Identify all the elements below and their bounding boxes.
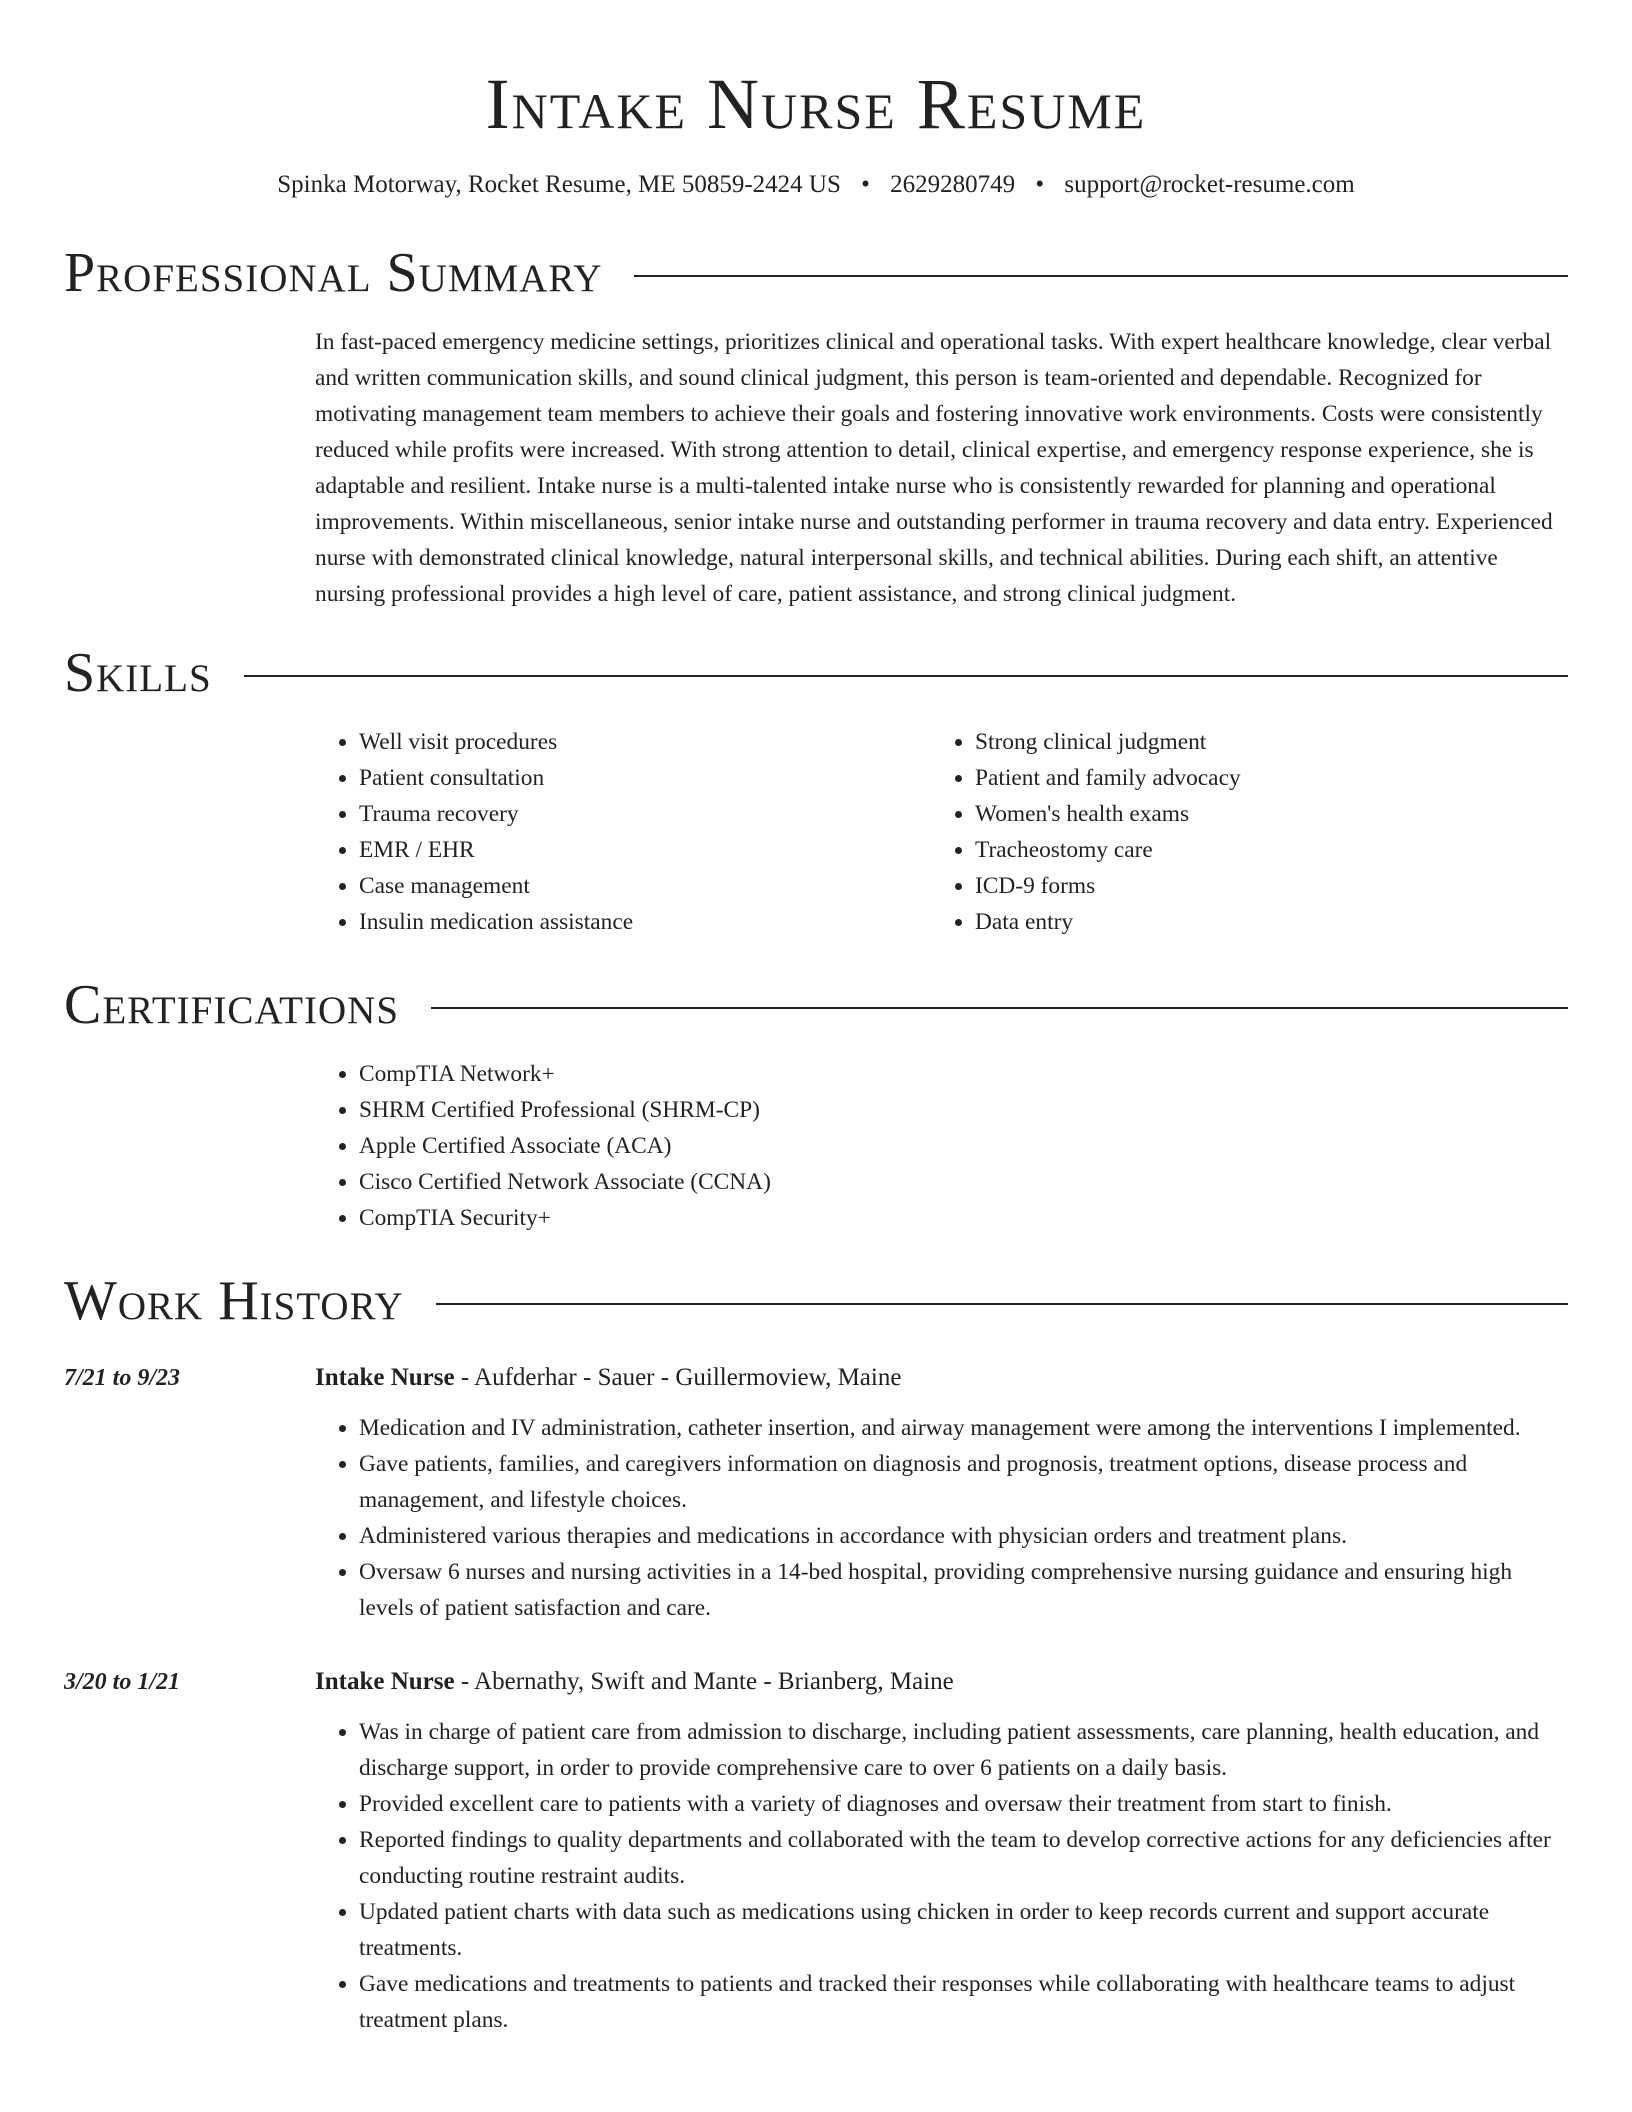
skill-item: • Tracheostomy care: [975, 832, 1547, 868]
job-heading: [315, 1664, 1568, 1700]
contact-email: support@rocket-resume.com: [1064, 171, 1355, 198]
job-bullet: • Provided excellent care to patients with a variety of diagnoses and oversaw their treatment from start to finish.: [359, 1786, 1568, 1822]
skills-list-right: [931, 724, 1547, 940]
resume-page: [64, 0, 1568, 2038]
contact-separator: •: [1035, 171, 1045, 198]
summary-text: In fast-paced emergency medicine settings, prioritizes clinical and operational tasks. With expert healthcare knowledge, clear verbal and written communication skills, and sound clinical judgment, this person is team-oriented and dependable. Recognized for motivating management team members to achieve their goals and fostering innovative work environments. Costs were consistently reduced while profits were increased. With strong attention to detail, clinical expertise, and emergency response experience, she is adaptable and resilient. Intake nurse is a multi-talented intake nurse who is consistently rewarded for planning and operational improvements. Within miscellaneous, senior intake nurse and outstanding performer in trauma recovery and data entry. Experienced nurse with demonstrated clinical knowledge, natural interpersonal skills, and technical abilities. During each shift, an attentive nursing professional provides a high level of care, patient assistance, and strong clinical judgment.: [315, 329, 1553, 607]
skills-columns: [315, 724, 1568, 940]
certifications-section-header: [64, 970, 1568, 1040]
summary-section-header: [64, 238, 1568, 308]
skill-item: • Well visit procedures: [359, 724, 931, 760]
job-bullet: • Medication and IV administration, catheter insertion, and airway management were among the interventions I implemented.: [359, 1410, 1568, 1446]
skills-heading: Skills: [64, 642, 212, 704]
job-bullet: • Updated patient charts with data such as medications using chicken in order to keep records current and support accurate treatments.: [359, 1894, 1568, 1966]
skills-section-header: [64, 638, 1568, 708]
certification-item: • SHRM Certified Professional (SHRM-CP): [359, 1092, 1568, 1128]
job-dates: 7/21 to 9/23: [64, 1365, 181, 1391]
job-entry: [64, 1658, 1568, 2038]
job-entry: [64, 1354, 1568, 1626]
job-bullet: • Was in charge of patient care from admission to discharge, including patient assessments, care planning, health education, and discharge support, in order to provide comprehensive care to over 6 patients on a daily basis.: [359, 1714, 1568, 1786]
job-heading: [315, 1360, 1568, 1396]
job-bullets: [315, 1410, 1568, 1626]
certification-item: • Cisco Certified Network Associate (CCNA): [359, 1164, 1568, 1200]
skill-item: • EMR / EHR: [359, 832, 931, 868]
resume-title: Intake Nurse Resume: [485, 64, 1147, 144]
skill-item: • Insulin medication assistance: [359, 904, 931, 940]
section-divider: [634, 275, 1568, 277]
skill-item: • Strong clinical judgment: [975, 724, 1547, 760]
contact-line: [64, 168, 1568, 202]
skill-item: • Data entry: [975, 904, 1547, 940]
job-bullet: • Gave medications and treatments to patients and tracked their responses while collaborating with healthcare teams to adjust treatment plans.: [359, 1966, 1568, 2038]
skill-item: • Case management: [359, 868, 931, 904]
certifications-list: [315, 1056, 1568, 1236]
job-dates: 3/20 to 1/21: [64, 1669, 181, 1695]
job-bullet: • Gave patients, families, and caregivers information on diagnosis and prognosis, treatment options, disease process and management, and lifestyle choices.: [359, 1446, 1568, 1518]
work-history-section-header: [64, 1266, 1568, 1336]
job-title: Intake Nurse: [315, 1668, 455, 1695]
certifications-block: [315, 1056, 1568, 1236]
section-divider: [436, 1303, 1568, 1305]
job-bullet: • Reported findings to quality departments and collaborated with the team to develop corrective actions for any deficiencies after conducting routine restraint audits.: [359, 1822, 1568, 1894]
job-employer: - Aufderhar - Sauer - Guillermoview, Maine: [454, 1364, 902, 1391]
skill-item: • ICD-9 forms: [975, 868, 1547, 904]
summary-heading: Professional Summary: [64, 242, 603, 304]
section-divider: [431, 1007, 1568, 1009]
certification-item: • CompTIA Security+: [359, 1200, 1568, 1236]
job-bullet: • Administered various therapies and medications in accordance with physician orders and treatment plans.: [359, 1518, 1568, 1554]
certifications-heading: Certifications: [64, 974, 400, 1036]
contact-address: Spinka Motorway, Rocket Resume, ME 50859-2424 US: [277, 171, 841, 198]
contact-separator: •: [861, 171, 870, 198]
job-bullet: • Oversaw 6 nurses and nursing activities in a 14-bed hospital, providing comprehensive nursing guidance and ensuring high levels of patient satisfaction and care.: [359, 1554, 1568, 1626]
job-employer: - Abernathy, Swift and Mante - Brianberg, Maine: [454, 1668, 954, 1695]
job-body: [315, 1354, 1568, 1626]
job-body: [315, 1658, 1568, 2038]
skill-item: • Patient consultation: [359, 760, 931, 796]
work-history-heading: Work History: [64, 1270, 404, 1332]
job-bullets: [315, 1714, 1568, 2038]
job-title: Intake Nurse: [315, 1364, 455, 1391]
skill-item: • Patient and family advocacy: [975, 760, 1547, 796]
certification-item: • Apple Certified Associate (ACA): [359, 1128, 1568, 1164]
skills-list-left: [315, 724, 931, 940]
skill-item: • Trauma recovery: [359, 796, 931, 832]
certification-item: • CompTIA Network+: [359, 1056, 1568, 1092]
section-divider: [244, 675, 1568, 677]
contact-phone: 2629280749: [890, 171, 1016, 198]
skill-item: • Women's health exams: [975, 796, 1547, 832]
